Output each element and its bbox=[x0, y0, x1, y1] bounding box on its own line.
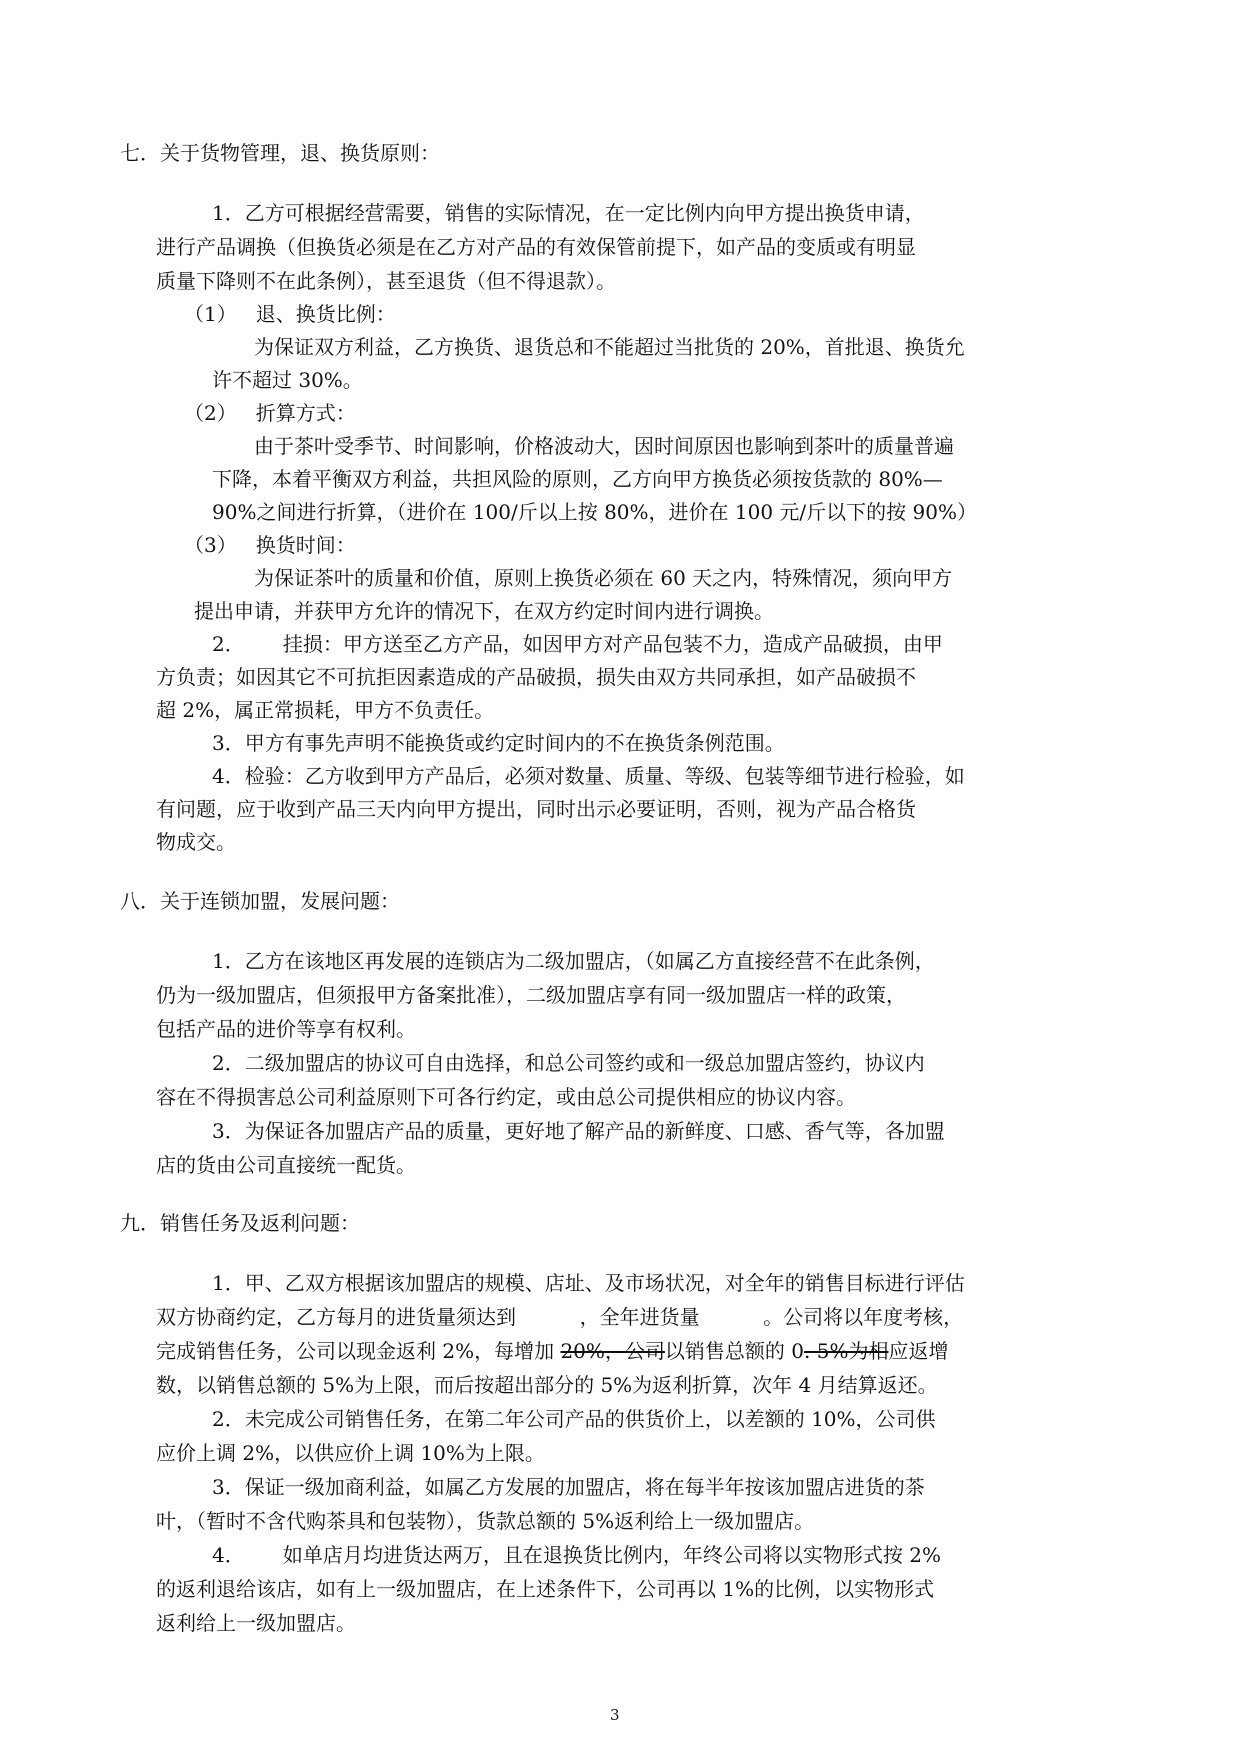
section-heading-7: 七．关于货物管理，退、换货原则： bbox=[120, 141, 440, 165]
paragraph-line: 应价上调 2%，以供应价上调 10%为上限。 bbox=[156, 1441, 545, 1465]
section-heading-8: 八．关于连锁加盟，发展问题： bbox=[120, 889, 400, 913]
subsection-title: （1） 退、换货比例： bbox=[184, 302, 396, 326]
paragraph-line: 提出申请，并获甲方允许的情况下，在双方约定时间内进行调换。 bbox=[194, 599, 774, 623]
paragraph-line-with-strikethrough bbox=[156, 1338, 948, 1364]
paragraph-line: 为保证双方利益，乙方换货、退货总和不能超过当批货的 20%，首批退、换货允 bbox=[254, 335, 965, 359]
paragraph-line: 店的货由公司直接统一配货。 bbox=[156, 1153, 416, 1177]
strikethrough-text: . 5%为相 bbox=[804, 1339, 889, 1363]
paragraph-line: 2．未完成公司销售任务，在第二年公司产品的供货价上，以差额的 10%，公司供 bbox=[212, 1407, 936, 1431]
text-run: 以销售总额的 0 bbox=[664, 1339, 804, 1363]
subsection-title: （3） 换货时间： bbox=[184, 533, 356, 557]
paragraph-line: 方负责；如因其它不可抗拒因素造成的产品破损，损失由双方共同承担，如产品破损不 bbox=[156, 665, 916, 689]
paragraph-line: 物成交。 bbox=[156, 830, 236, 854]
paragraph-line: 90%之间进行折算，（进价在 100/斤以上按 80%，进价在 100 元/斤以下的按 90%） bbox=[212, 500, 977, 524]
paragraph-line: 由于茶叶受季节、时间影响，价格波动大，因时间原因也影响到茶叶的质量普遍 bbox=[254, 434, 954, 458]
text-run: 应返增 bbox=[888, 1339, 949, 1363]
paragraph-line: 仍为一级加盟店，但须报甲方备案批准），二级加盟店享有同一级加盟店一样的政策， bbox=[156, 983, 906, 1007]
paragraph-line: 双方协商约定，乙方每月的进货量须达到 ，全年进货量 。公司将以年度考核， bbox=[156, 1305, 964, 1329]
paragraph-line: 1．乙方在该地区再发展的连锁店为二级加盟店，（如属乙方直接经营不在此条例， bbox=[212, 949, 935, 973]
paragraph-line: 2． 挂损：甲方送至乙方产品，如因甲方对产品包装不力，造成产品破损，由甲 bbox=[212, 632, 943, 656]
paragraph-line: 许不超过 30%。 bbox=[212, 368, 363, 392]
paragraph-line: 4．检验：乙方收到甲方产品后，必须对数量、质量、等级、包装等细节进行检验，如 bbox=[212, 764, 965, 788]
paragraph-line: 质量下降则不在此条例），甚至退货（但不得退款）。 bbox=[156, 269, 616, 293]
paragraph-line: 叶，（暂时不含代购茶具和包装物），货款总额的 5%返利给上一级加盟店。 bbox=[156, 1509, 815, 1533]
paragraph-line: 为保证茶叶的质量和价值，原则上换货必须在 60 天之内，特殊情况，须向甲方 bbox=[254, 566, 953, 590]
subsection-title: （2） 折算方式： bbox=[184, 401, 356, 425]
paragraph-line: 下降，本着平衡双方利益，共担风险的原则，乙方向甲方换货必须按货款的 80%— bbox=[212, 467, 943, 491]
text-run: 完成销售任务，公司以现金返利 2%，每增加 bbox=[156, 1339, 561, 1363]
paragraph-line: 有问题，应于收到产品三天内向甲方提出，同时出示必要证明，否则，视为产品合格货 bbox=[156, 797, 916, 821]
paragraph-line: 数，以销售总额的 5%为上限，而后按超出部分的 5%为返利折算，次年 4 月结算返还。 bbox=[156, 1373, 938, 1397]
paragraph-line: 的返利退给该店，如有上一级加盟店，在上述条件下，公司再以 1%的比例，以实物形式 bbox=[156, 1577, 935, 1601]
paragraph-line: 3．甲方有事先声明不能换货或约定时间内的不在换货条例范围。 bbox=[212, 731, 785, 755]
paragraph-line: 1．甲、乙双方根据该加盟店的规模、店址、及市场状况，对全年的销售目标进行评估 bbox=[212, 1271, 965, 1295]
paragraph-line: 1．乙方可根据经营需要，销售的实际情况，在一定比例内向甲方提出换货申请， bbox=[212, 201, 925, 225]
paragraph-line: 超 2%，属正常损耗，甲方不负责任。 bbox=[156, 698, 495, 722]
strikethrough-text: 20%，公司 bbox=[560, 1339, 665, 1363]
paragraph-line: 3．为保证各加盟店产品的质量，更好地了解产品的新鲜度、口感、香气等，各加盟 bbox=[212, 1119, 945, 1143]
paragraph-line: 包括产品的进价等享有权利。 bbox=[156, 1017, 416, 1041]
paragraph-line: 2．二级加盟店的协议可自由选择，和总公司签约或和一级总加盟店签约，协议内 bbox=[212, 1051, 925, 1075]
section-heading-9: 九．销售任务及返利问题： bbox=[120, 1211, 360, 1235]
paragraph-line: 3．保证一级加商利益，如属乙方发展的加盟店，将在每半年按该加盟店进货的茶 bbox=[212, 1475, 925, 1499]
paragraph-line: 4． 如单店月均进货达两万，且在退换货比例内，年终公司将以实物形式按 2% bbox=[212, 1543, 941, 1567]
paragraph-line: 容在不得损害总公司利益原则下可各行约定，或由总公司提供相应的协议内容。 bbox=[156, 1085, 856, 1109]
paragraph-line: 返利给上一级加盟店。 bbox=[156, 1611, 356, 1635]
page-number: 3 bbox=[610, 1706, 620, 1724]
paragraph-line: 进行产品调换（但换货必须是在乙方对产品的有效保管前提下，如产品的变质或有明显 bbox=[156, 235, 916, 259]
